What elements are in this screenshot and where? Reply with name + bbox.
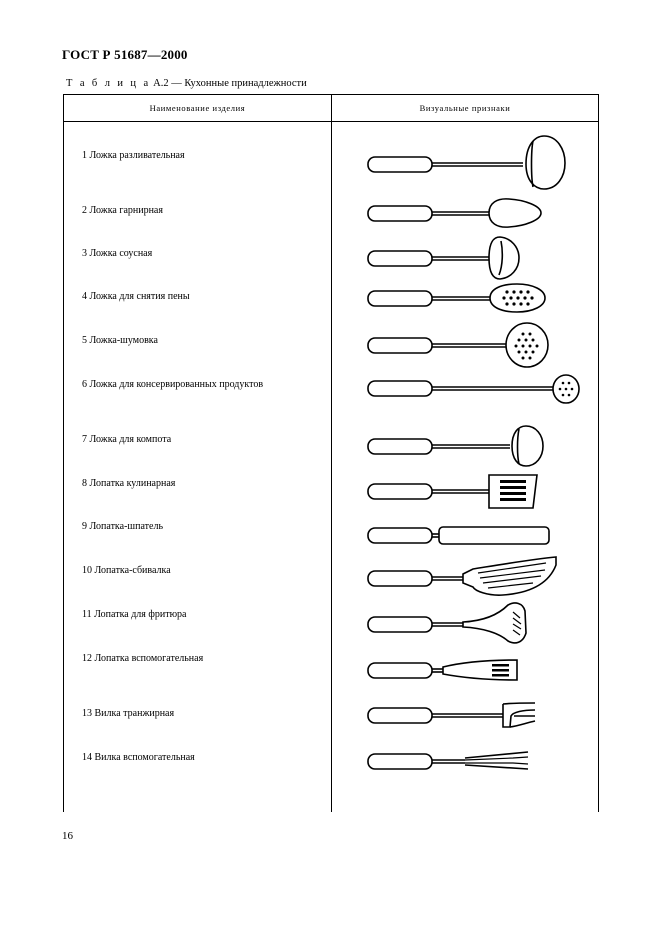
item-label-8: 8 Лопатка кулинарная — [82, 478, 176, 489]
whipping-spatula-icon — [363, 553, 595, 603]
item-label-13: 13 Вилка транжирная — [82, 708, 175, 719]
item-label-12: 12 Лопатка вспомогательная — [82, 653, 204, 664]
item-label-9: 9 Лопатка-шпатель — [82, 521, 164, 532]
page-number: 16 — [62, 830, 73, 842]
canned-food-spoon-icon — [363, 363, 595, 413]
item-label-1: 1 Ложка разливательная — [82, 150, 185, 161]
item-label-10: 10 Лопатка-сбивалка — [82, 565, 171, 576]
table-caption-label: Т а б л и ц а — [66, 78, 151, 89]
item-label-4: 4 Ложка для снятия пены — [82, 291, 190, 302]
table-right-border — [598, 94, 599, 812]
auxiliary-spatula-icon — [363, 645, 595, 695]
item-label-5: 5 Ложка-шумовка — [82, 335, 158, 346]
culinary-spatula-icon — [363, 466, 595, 516]
item-label-11: 11 Лопатка для фритюра — [82, 609, 187, 620]
auxiliary-fork-icon — [363, 736, 595, 786]
skimming-spoon-icon — [363, 273, 595, 323]
serving-spoon-icon — [363, 188, 595, 238]
frying-spatula-icon — [363, 599, 595, 649]
ladle-icon — [363, 139, 595, 189]
compote-spoon-icon — [363, 421, 595, 471]
carving-fork-icon — [363, 690, 595, 740]
column-header-visual: Визуальные признаки — [419, 103, 511, 113]
table-left-border — [63, 94, 64, 812]
item-label-7: 7 Ложка для компота — [82, 434, 172, 445]
table-caption — [66, 78, 307, 89]
column-header-name: Наименование изделия — [149, 103, 246, 113]
item-label-6: 6 Ложка для консервированных продуктов — [82, 379, 264, 390]
table-column-divider — [331, 94, 332, 812]
table-caption-title: А.2 — Кухонные принадлежности — [153, 78, 307, 89]
item-label-3: 3 Ложка соусная — [82, 248, 153, 259]
item-label-14: 14 Вилка вспомогательная — [82, 752, 195, 763]
item-label-2: 2 Ложка гарнирная — [82, 205, 163, 216]
document-header: ГОСТ Р 51687—2000 — [62, 47, 188, 62]
